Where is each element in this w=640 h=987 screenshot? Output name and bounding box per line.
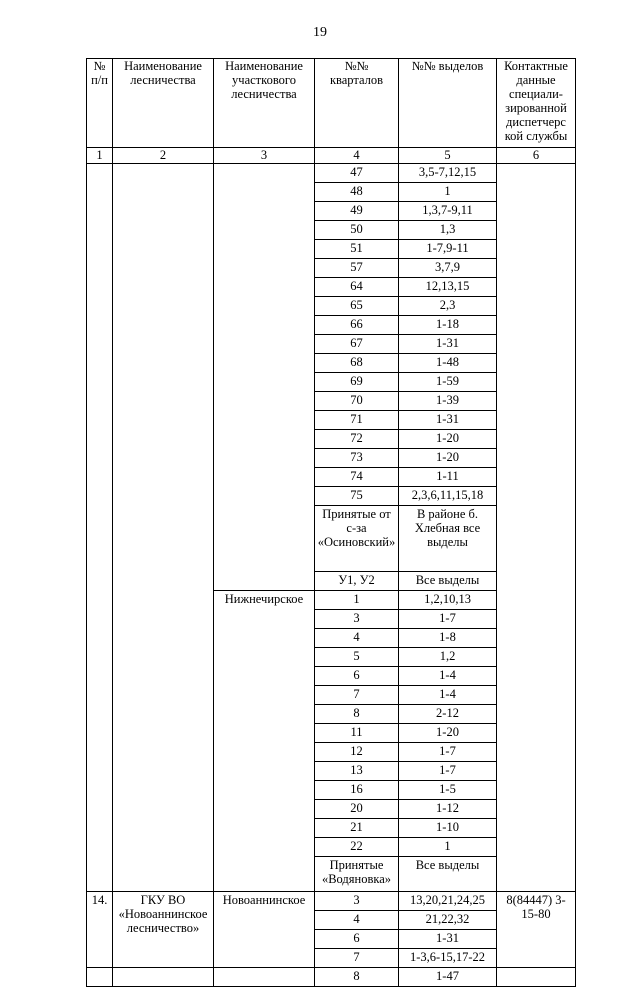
quarter-cell: 50: [315, 221, 399, 240]
quarter-cell: 65: [315, 297, 399, 316]
section-cell: 1-39: [399, 392, 497, 411]
quarter-cell: 75: [315, 487, 399, 506]
section-cell: 1-18: [399, 316, 497, 335]
section-cell: 1-31: [399, 411, 497, 430]
section-cell: 13,20,21,24,25: [399, 892, 497, 911]
table-row: [87, 968, 576, 987]
section-cell: 1-4: [399, 686, 497, 705]
row-number-cell: 14.: [87, 892, 113, 968]
quarter-cell: 69: [315, 373, 399, 392]
section-cell: Все выделы: [399, 857, 497, 892]
quarter-cell: 13: [315, 762, 399, 781]
column-index-row: [87, 148, 576, 164]
contact-cell: [497, 164, 576, 892]
quarter-cell: 4: [315, 629, 399, 648]
district-name-cell: Нижнечирское: [214, 591, 315, 892]
section-cell: 1-7: [399, 762, 497, 781]
section-cell: 1-7: [399, 610, 497, 629]
header-cell: Наименование участкового лесничества: [214, 59, 315, 148]
quarter-cell: Принятые от с-за «Осиновский»: [315, 506, 399, 572]
section-cell: 1-8: [399, 629, 497, 648]
quarter-cell: 22: [315, 838, 399, 857]
header-cell: № п/п: [87, 59, 113, 148]
table-row: [87, 892, 576, 911]
quarter-cell: 8: [315, 968, 399, 987]
section-cell: 1-20: [399, 430, 497, 449]
section-cell: В районе б. Хлебная все выделы: [399, 506, 497, 572]
forestry-name-cell: [113, 164, 214, 892]
quarter-cell: 68: [315, 354, 399, 373]
quarter-cell: 47: [315, 164, 399, 183]
section-cell: 1-7,9-11: [399, 240, 497, 259]
empty-cell: [497, 968, 576, 987]
quarter-cell: 48: [315, 183, 399, 202]
section-cell: 1-20: [399, 724, 497, 743]
contact-cell: 8(84447) 3-15-80: [497, 892, 576, 968]
quarter-cell: 20: [315, 800, 399, 819]
header-cell: №№ выделов: [399, 59, 497, 148]
quarter-cell: 8: [315, 705, 399, 724]
quarter-cell: 7: [315, 686, 399, 705]
section-cell: 1-11: [399, 468, 497, 487]
header-row: [87, 59, 576, 148]
header-cell: Наименование лесничества: [113, 59, 214, 148]
quarter-cell: 21: [315, 819, 399, 838]
quarter-cell: 6: [315, 930, 399, 949]
column-index: 3: [214, 148, 315, 164]
column-index: 1: [87, 148, 113, 164]
section-cell: 1-3,6-15,17-22: [399, 949, 497, 968]
quarter-cell: 5: [315, 648, 399, 667]
quarter-cell: 57: [315, 259, 399, 278]
section-cell: 1-4: [399, 667, 497, 686]
header-cell: №№ кварталов: [315, 59, 399, 148]
quarter-cell: 3: [315, 610, 399, 629]
section-cell: 3,5-7,12,15: [399, 164, 497, 183]
section-cell: 1-7: [399, 743, 497, 762]
section-cell: 21,22,32: [399, 911, 497, 930]
quarter-cell: 7: [315, 949, 399, 968]
quarter-cell: 64: [315, 278, 399, 297]
section-cell: 1-5: [399, 781, 497, 800]
forestry-table: [86, 58, 576, 987]
quarter-cell: 11: [315, 724, 399, 743]
quarter-cell: 49: [315, 202, 399, 221]
quarter-cell: 12: [315, 743, 399, 762]
quarter-cell: 72: [315, 430, 399, 449]
header-cell: Контактные данные специали-зированной диспетчерс кой службы: [497, 59, 576, 148]
quarter-cell: Принятые «Водяновка»: [315, 857, 399, 892]
row-number-cell: [87, 164, 113, 892]
section-cell: 1,2: [399, 648, 497, 667]
section-cell: 1,2,10,13: [399, 591, 497, 610]
quarter-cell: 70: [315, 392, 399, 411]
section-cell: 1-20: [399, 449, 497, 468]
section-cell: 1-31: [399, 930, 497, 949]
quarter-cell: 1: [315, 591, 399, 610]
section-cell: 12,13,15: [399, 278, 497, 297]
empty-cell: [87, 968, 113, 987]
forestry-name-cell: ГКУ ВО «Новоаннинское лесничество»: [113, 892, 214, 968]
empty-cell: [214, 968, 315, 987]
column-index: 2: [113, 148, 214, 164]
quarter-cell: 66: [315, 316, 399, 335]
empty-cell: [113, 968, 214, 987]
page-number: 19: [313, 25, 327, 40]
section-cell: 1,3: [399, 221, 497, 240]
section-cell: 1-59: [399, 373, 497, 392]
section-cell: 1-48: [399, 354, 497, 373]
quarter-cell: 51: [315, 240, 399, 259]
column-index: 4: [315, 148, 399, 164]
quarter-cell: 73: [315, 449, 399, 468]
quarter-cell: 74: [315, 468, 399, 487]
district-name-cell: Новоаннинское: [214, 892, 315, 968]
section-cell: 1: [399, 183, 497, 202]
section-cell: 3,7,9: [399, 259, 497, 278]
quarter-cell: 16: [315, 781, 399, 800]
section-cell: 2,3: [399, 297, 497, 316]
section-cell: 2,3,6,11,15,18: [399, 487, 497, 506]
section-cell: 1-47: [399, 968, 497, 987]
section-cell: Все выделы: [399, 572, 497, 591]
section-cell: 1-12: [399, 800, 497, 819]
quarter-cell: 71: [315, 411, 399, 430]
quarter-cell: У1, У2: [315, 572, 399, 591]
quarter-cell: 3: [315, 892, 399, 911]
quarter-cell: 4: [315, 911, 399, 930]
table-row: [87, 164, 576, 183]
quarter-cell: 6: [315, 667, 399, 686]
column-index: 5: [399, 148, 497, 164]
section-cell: 1-10: [399, 819, 497, 838]
section-cell: 1,3,7-9,11: [399, 202, 497, 221]
section-cell: 1: [399, 838, 497, 857]
quarter-cell: 67: [315, 335, 399, 354]
section-cell: 2-12: [399, 705, 497, 724]
column-index: 6: [497, 148, 576, 164]
district-name-cell: [214, 164, 315, 591]
section-cell: 1-31: [399, 335, 497, 354]
